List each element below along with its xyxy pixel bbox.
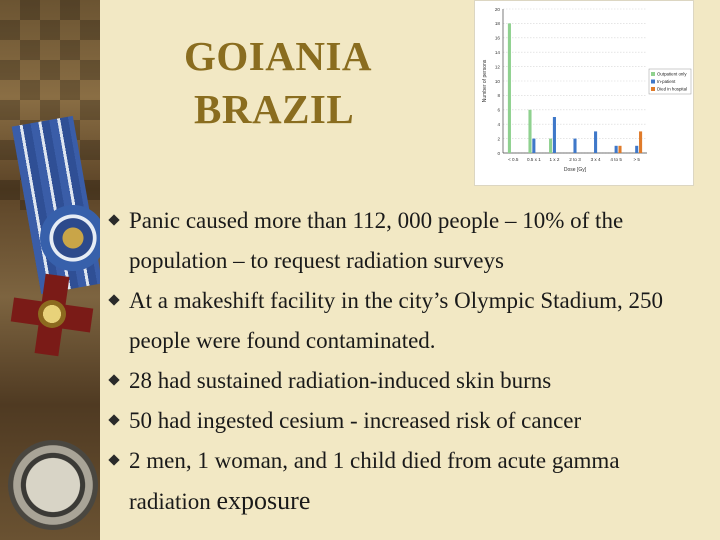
y-axis-label: Number of persons xyxy=(482,59,488,103)
bullet-item xyxy=(107,201,707,281)
title-line-1: GOIANIA xyxy=(184,33,373,79)
bar xyxy=(508,23,511,153)
slide-title xyxy=(184,30,414,136)
diamond-bullet-icon xyxy=(108,374,119,385)
bullet-text-tail: exposure xyxy=(216,486,311,515)
y-tick-label: 18 xyxy=(494,21,500,27)
x-tick-label: 0.5 x 1 xyxy=(526,157,541,162)
bullet-text: 28 had sustained radiation-induced skin burns xyxy=(129,368,552,393)
x-tick-label: > 5 xyxy=(633,157,640,162)
bar xyxy=(594,131,597,153)
bar xyxy=(618,146,621,153)
bar xyxy=(553,117,556,153)
diamond-bullet-icon xyxy=(108,294,119,305)
medals-photo xyxy=(0,0,100,540)
y-tick-label: 14 xyxy=(494,50,500,55)
y-tick-label: 12 xyxy=(494,64,500,70)
y-tick-label: 2 xyxy=(497,136,500,142)
bar xyxy=(635,146,638,153)
bullet-text: 50 had ingested cesium - increased risk of cancer xyxy=(129,408,582,433)
legend-label: Died in hospital xyxy=(657,86,688,92)
bar xyxy=(532,139,535,153)
bullet-text: At a makeshift facility in the city’s Olympic Stadium, 250 people were found contaminated. xyxy=(129,288,664,353)
bullet-list xyxy=(107,201,707,522)
bullet-text: 2 men, 1 woman, and 1 child died from acute gamma radiation xyxy=(129,448,620,514)
y-tick-label: 4 xyxy=(497,122,500,127)
bullet-text: Panic caused more than 112, 000 people – 10% of the population – to request radiation surveys xyxy=(129,208,624,273)
y-tick-label: 6 xyxy=(497,107,500,113)
x-tick-label: < 0.5 xyxy=(508,157,519,162)
bullet-item xyxy=(107,361,707,401)
legend-swatch xyxy=(651,87,655,91)
y-tick-label: 20 xyxy=(494,6,500,12)
y-tick-label: 8 xyxy=(497,93,500,99)
x-axis-label: Dose [Gy] xyxy=(563,167,587,173)
legend-label: In-patient xyxy=(657,79,676,85)
y-tick-label: 10 xyxy=(494,78,500,84)
rosette-icon xyxy=(40,205,100,271)
y-tick-label: 0 xyxy=(497,150,500,156)
medal-center-icon xyxy=(38,300,66,328)
y-tick-label: 16 xyxy=(494,35,500,41)
x-tick-label: 4 to 5 xyxy=(610,157,622,162)
diamond-bullet-icon xyxy=(108,214,119,225)
legend-swatch xyxy=(651,80,655,84)
bar xyxy=(615,146,618,153)
bar xyxy=(639,131,642,153)
x-tick-label: 1 x 2 xyxy=(549,157,560,162)
title-line-2: BRAZIL xyxy=(194,86,355,132)
legend-swatch xyxy=(651,72,655,76)
bullet-item xyxy=(107,401,707,441)
bullet-item xyxy=(107,441,707,522)
bar xyxy=(528,110,531,153)
bar xyxy=(573,139,576,153)
bullet-item xyxy=(107,281,707,361)
diamond-bullet-icon xyxy=(108,414,119,425)
diamond-bullet-icon xyxy=(108,454,119,465)
compass-icon xyxy=(8,440,98,530)
x-tick-label: 2 to 3 xyxy=(569,157,581,162)
dose-chart xyxy=(474,0,694,186)
x-tick-label: 3 x 4 xyxy=(590,157,601,162)
bar xyxy=(549,139,552,153)
dose-chart-svg xyxy=(475,1,693,185)
legend-label: Outpatient only xyxy=(657,71,687,77)
